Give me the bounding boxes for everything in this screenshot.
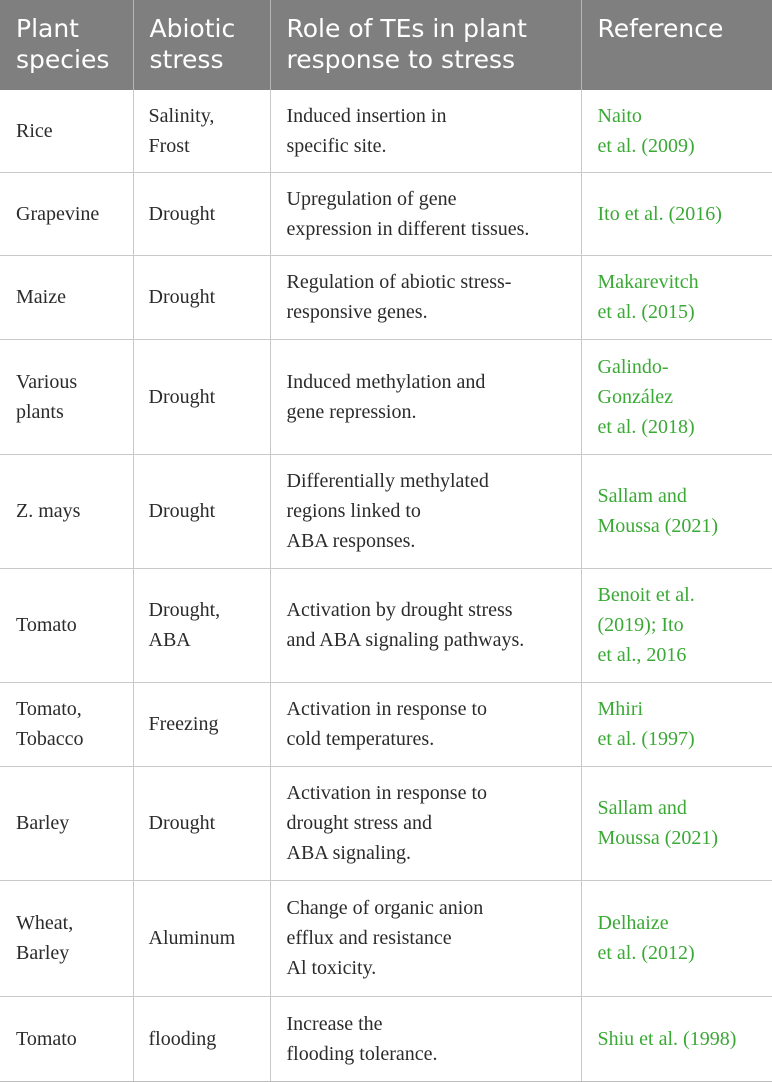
- table-row: [0, 454, 772, 568]
- cell-reference-link[interactable]: Makarevitch et al. (2015): [581, 255, 772, 339]
- table-row: [0, 996, 772, 1081]
- cell-role: Activation in response to cold temperatures.: [270, 682, 581, 766]
- header-plant-species: Plant species: [0, 0, 133, 90]
- cell-plant-species: Wheat, Barley: [0, 880, 133, 996]
- cell-role: Upregulation of gene expression in different tissues.: [270, 172, 581, 255]
- cell-role: Change of organic anion efflux and resistance Al toxicity.: [270, 880, 581, 996]
- cell-plant-species: Tomato, Tobacco: [0, 682, 133, 766]
- cell-reference-link[interactable]: Sallam and Moussa (2021): [581, 454, 772, 568]
- cell-plant-species: Z. mays: [0, 454, 133, 568]
- cell-reference-link[interactable]: Galindo- González et al. (2018): [581, 339, 772, 454]
- cell-abiotic-stress: flooding: [133, 996, 270, 1081]
- table-row: [0, 255, 772, 339]
- cell-abiotic-stress: Freezing: [133, 682, 270, 766]
- table-row: [0, 682, 772, 766]
- cell-abiotic-stress: Drought: [133, 172, 270, 255]
- cell-role: Activation by drought stress and ABA signaling pathways.: [270, 568, 581, 682]
- cell-abiotic-stress: Drought: [133, 766, 270, 880]
- cell-abiotic-stress: Drought: [133, 255, 270, 339]
- cell-plant-species: Barley: [0, 766, 133, 880]
- cell-abiotic-stress: Aluminum: [133, 880, 270, 996]
- cell-reference-link[interactable]: Delhaize et al. (2012): [581, 880, 772, 996]
- table-row: [0, 766, 772, 880]
- cell-role: Increase the flooding tolerance.: [270, 996, 581, 1081]
- table-row: [0, 880, 772, 996]
- cell-plant-species: Tomato: [0, 568, 133, 682]
- cell-reference-link[interactable]: Mhiri et al. (1997): [581, 682, 772, 766]
- cell-role: Induced methylation and gene repression.: [270, 339, 581, 454]
- table-row: [0, 568, 772, 682]
- cell-abiotic-stress: Salinity, Frost: [133, 90, 270, 172]
- header-reference: Reference: [597, 14, 724, 43]
- cell-reference-link[interactable]: Sallam and Moussa (2021): [581, 766, 772, 880]
- table-row: [0, 172, 772, 255]
- cell-abiotic-stress: Drought: [133, 454, 270, 568]
- cell-plant-species: Grapevine: [0, 172, 133, 255]
- cell-reference-link[interactable]: Benoit et al. (2019); Ito et al., 2016: [581, 568, 772, 682]
- cell-role: Induced insertion in specific site.: [270, 90, 581, 172]
- cell-role: Differentially methylated regions linked to ABA responses.: [270, 454, 581, 568]
- cell-plant-species: Various plants: [0, 339, 133, 454]
- table-header: [0, 0, 772, 90]
- header-abiotic-stress: Abiotic stress: [133, 0, 270, 90]
- cell-abiotic-stress: Drought, ABA: [133, 568, 270, 682]
- cell-plant-species: Rice: [0, 90, 133, 172]
- cell-plant-species: Tomato: [0, 996, 133, 1081]
- table-row: [0, 90, 772, 172]
- table-row: [0, 339, 772, 454]
- cell-plant-species: Maize: [0, 255, 133, 339]
- cell-reference-link[interactable]: Naito et al. (2009): [581, 90, 772, 172]
- cell-role: Regulation of abiotic stress- responsive genes.: [270, 255, 581, 339]
- cell-role: Activation in response to drought stress and ABA signaling.: [270, 766, 581, 880]
- header-row: [0, 0, 772, 90]
- header-role-of-tes: Role of TEs in plant response to stress: [270, 0, 581, 90]
- cell-abiotic-stress: Drought: [133, 339, 270, 454]
- cell-reference-link[interactable]: Ito et al. (2016): [581, 172, 772, 255]
- cell-reference-link[interactable]: Shiu et al. (1998): [581, 996, 772, 1081]
- table-body: [0, 90, 772, 1081]
